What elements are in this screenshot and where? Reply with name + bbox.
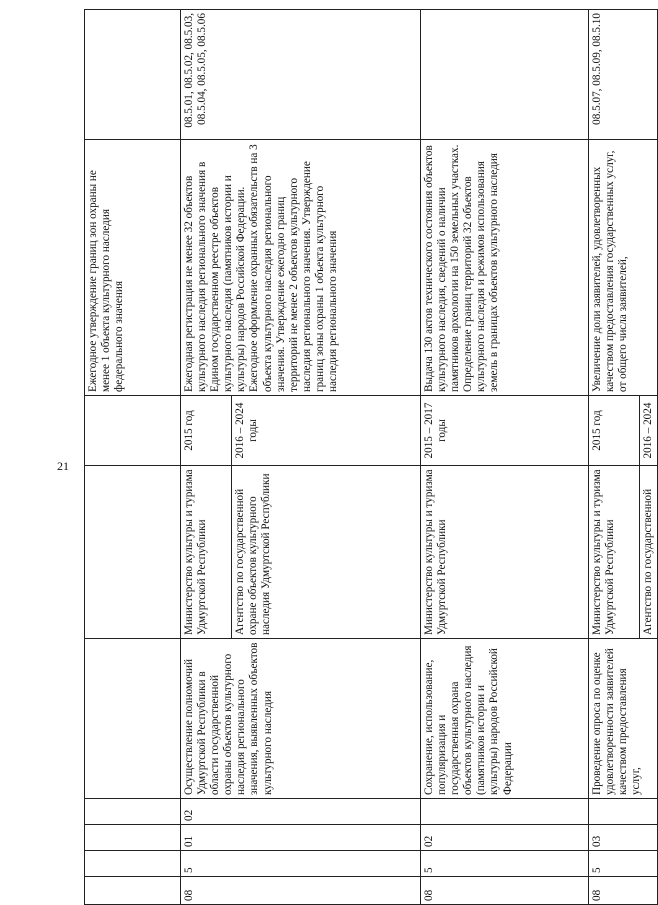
executor-secondary: Агентство по государственной xyxy=(639,466,655,638)
cell-pp xyxy=(85,851,181,877)
cell-m xyxy=(589,799,658,825)
cell-result: Увеличение доли заявителей, удовлетворенных качеством предоставления государственных услуг, от общего числа заявителей, xyxy=(589,140,658,396)
cell-result: Выдача 130 актов технического состояния объектов культурного наследия, сведений о наличии памятников археологии на 150 земельных участках. Определение границ территорий 32 объектов культурного наследия и режимов использования земель в границах объектов культурного наследия xyxy=(421,140,589,396)
cell-om xyxy=(85,825,181,851)
cell-period xyxy=(589,396,658,466)
cell-pp: 5 xyxy=(421,851,589,877)
table-row xyxy=(85,10,181,905)
period-secondary: 2016 – 2024 xyxy=(639,396,655,465)
cell-task xyxy=(85,639,181,799)
cell-pp: 5 xyxy=(181,851,421,877)
executor-secondary: Агентство по государственной охране объектов культурного наследия Удмуртской Республики xyxy=(231,466,273,638)
cell-m: 02 xyxy=(181,799,421,825)
cell-om: 03 xyxy=(589,825,658,851)
cell-om: 02 xyxy=(421,825,589,851)
cell-result: Ежегодное утверждение границ зон охраны не менее 1 объекта культурного наследия федерального значения xyxy=(85,140,181,396)
cell-executor xyxy=(85,466,181,639)
cell-task: Проведение опроса по оценке удовлетворенности заявителей качеством предоставления услуг, xyxy=(589,639,658,799)
cell-indicators xyxy=(421,10,589,140)
cell-executor xyxy=(589,466,658,639)
period-primary: 2015 год xyxy=(183,410,195,451)
cell-task: Осуществление полномочий Удмуртской Республики в области государственной охраны объектов культурного наследия регионального значения, выявленных объектов культурного наследия xyxy=(181,639,421,799)
cell-gp xyxy=(85,877,181,905)
cell-m xyxy=(421,799,589,825)
table-row xyxy=(589,10,658,905)
cell-gp: 08 xyxy=(421,877,589,905)
page-number: 21 xyxy=(57,459,69,473)
cell-gp: 08 xyxy=(181,877,421,905)
table-row xyxy=(421,10,589,905)
period-primary: 2015 год xyxy=(591,410,603,451)
cell-gp: 08 xyxy=(589,877,658,905)
cell-task: Сохранение, использование, популяризация и государственная охрана объектов культурного наследия (памятников истории и культуры) народов Российской Федерации xyxy=(421,639,589,799)
cell-indicators xyxy=(85,10,181,140)
program-table xyxy=(84,10,654,905)
cell-result: Ежегодная регистрация не менее 32 объектов культурного наследия регионального значения в Едином государственном реестре объектов культурного наследия (памятников истории и культуры) народов Российской Федерации. Ежегодное оформление охранных обязательств на 3 объекта культурного наследия регионального значения. Утверждение ежегодно границ территорий не менее 2 объектов культурного наследия регионального значения. Утверждение границ зоны охраны 1 объекта культурного наследия регионального значения xyxy=(181,140,421,396)
cell-m xyxy=(85,799,181,825)
cell-indicators: 08.5.07, 08.5.09, 08.5.10 xyxy=(589,10,658,140)
period-secondary: 2016 – 2024 годы xyxy=(231,396,260,465)
cell-executor xyxy=(181,466,421,639)
cell-period xyxy=(181,396,421,466)
cell-indicators: 08.5.01, 08.5.02, 08.5.03, 08.5.04, 08.5.05, 08.5.06 xyxy=(181,10,421,140)
cell-period xyxy=(85,396,181,466)
cell-om: 01 xyxy=(181,825,421,851)
cell-executor: Министерство культуры и туризма Удмуртской Республики xyxy=(421,466,589,639)
table-row xyxy=(181,10,421,905)
cell-period: 2015 – 2017 годы xyxy=(421,396,589,466)
executor-primary: Министерство культуры и туризма Удмуртской Республики xyxy=(183,469,209,635)
executor-primary: Министерство культуры и туризма Удмуртской Республики xyxy=(591,469,617,635)
cell-pp: 5 xyxy=(589,851,658,877)
